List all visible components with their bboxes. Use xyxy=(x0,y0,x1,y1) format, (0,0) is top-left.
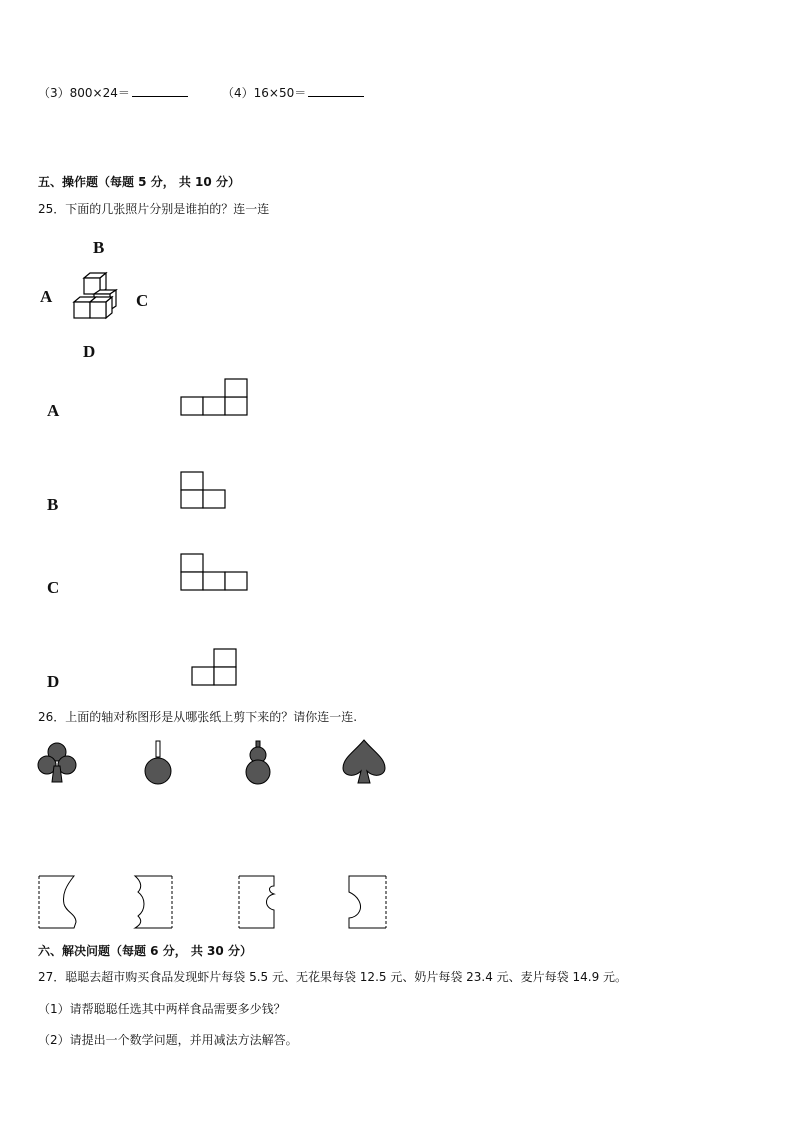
view-grid-d xyxy=(191,648,241,688)
option-label-c: C xyxy=(47,578,60,597)
club-icon xyxy=(36,740,78,786)
question-27-prompt: 27．聪聪去超市购买食品发现虾片每袋 5.5 元、无花果每袋 12.5 元、奶片每袋 23.4 元、麦片每袋 14.9 元。 xyxy=(38,970,628,984)
question-25-prompt: 25．下面的几张照片分别是谁拍的？连一连 xyxy=(38,202,270,216)
viewpoint-label-left: A xyxy=(40,287,53,306)
view-grid-c xyxy=(180,553,252,593)
gourd-icon xyxy=(240,740,276,786)
section-6-heading: 六、解决问题（每题 6 分， 共 30 分） xyxy=(38,944,252,958)
calc-item-3-text: （3）800×24＝ xyxy=(38,86,130,100)
view-grid-a xyxy=(180,378,250,418)
question-26-prompt: 26．上面的轴对称图形是从哪张纸上剪下来的？请你连一连. xyxy=(38,710,358,724)
paper-cut-4 xyxy=(344,874,388,930)
calc-item-3 xyxy=(38,84,188,101)
question-27-sub-2: （2）请提出一个数学问题，并用减法方法解答。 xyxy=(38,1033,298,1047)
question-27-sub-1: （1）请帮聪聪任选其中两样食品需要多少钱？ xyxy=(38,1002,286,1016)
option-label-a: A xyxy=(47,401,60,420)
option-label-d: D xyxy=(47,672,60,691)
view-grid-b xyxy=(180,471,230,511)
paper-cut-1 xyxy=(36,874,80,930)
spade-icon xyxy=(340,738,388,786)
answer-blank-4[interactable] xyxy=(308,84,364,97)
calc-item-4 xyxy=(222,84,364,101)
paper-cut-3 xyxy=(236,874,280,930)
cube-stack-diagram xyxy=(70,270,120,330)
racket-icon xyxy=(140,740,176,786)
option-label-b: B xyxy=(47,495,59,514)
viewpoint-label-right: C xyxy=(136,291,149,310)
calc-item-4-text: （4）16×50＝ xyxy=(222,86,307,100)
viewpoint-label-bottom: D xyxy=(83,342,96,361)
viewpoint-label-top: B xyxy=(93,238,105,257)
answer-blank-3[interactable] xyxy=(132,84,188,97)
section-5-heading: 五、操作题（每题 5 分， 共 10 分） xyxy=(38,175,240,189)
paper-cut-2 xyxy=(130,874,174,930)
